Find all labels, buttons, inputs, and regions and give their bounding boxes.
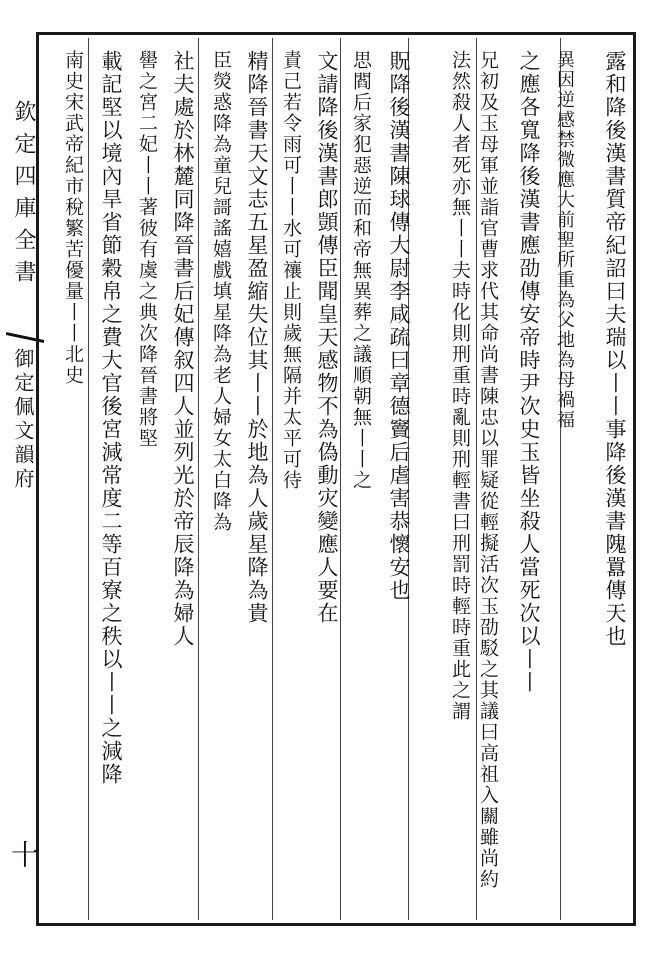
series-title: 欽定四庫全書 [11, 100, 36, 292]
column-text: 之應各寬降後漢書應劭傳安帝時尹次史玉皆坐殺人當死次以丨丨 [517, 50, 541, 694]
text-column [546, 50, 576, 910]
text-column [580, 50, 630, 910]
text-column [128, 50, 160, 910]
column-text: 嚳之宮二妃丨丨著彼有虞之典次降晉書將堅 [136, 50, 158, 449]
text-column [54, 50, 86, 910]
column-text: 精降晉書天文志五星盈縮失位其丨丨於地為人歲星降為貴 [245, 50, 269, 625]
column-text: 載記堅以境內旱省節穀帛之費大官後宮減常度二等百寮之秩以丨丨之減降 [99, 50, 123, 786]
text-column [202, 50, 234, 910]
column-text: 異因逆感禁微應大前聖所重為父地為母禍福 [554, 50, 575, 430]
text-column [274, 50, 304, 910]
column-text: 南史宋武帝紀市稅繁苦優量丨丨北史 [62, 50, 84, 386]
text-column [162, 50, 198, 910]
page-margin [6, 40, 40, 920]
column-text: 文請降後漢書郎顗傳臣聞皇天感物不為偽動灾變應人要在 [315, 50, 339, 625]
page-number: 十 [7, 840, 40, 868]
column-text: 思閻后家犯惡逆而和帝無異葬之議順朝無丨丨之 [350, 50, 372, 491]
text-column [306, 50, 342, 910]
text-column [416, 50, 502, 910]
column-text: 露和降後漢書質帝紀詔曰夫瑞以丨丨事降後漢書隗囂傳天也 [603, 50, 627, 648]
column-rule [198, 38, 199, 920]
column-text: 社夫處於林麓同降晉書后妃傳叙四人並列光於帝辰降為婦人 [171, 50, 195, 648]
column-rule [272, 38, 273, 920]
text-column [236, 50, 272, 910]
column-text: 兄初及玉母軍並詣官曹求代其命尚書陳忠以罪疑從輕擬活次玉劭駁之其議曰高祖入關雖尚約法然殺人者死亦無丨丨夫時化則刑重時亂則刑輕書曰刑罰時輕時重此之謂 [449, 50, 499, 890]
text-column [90, 50, 126, 910]
column-text: 貺降後漢書陳球傳大尉李咸疏曰章德竇后虐害恭懷安也 [387, 50, 411, 602]
column-text: 責己若令雨可丨丨水可禳止則歲無隔并太平可待 [280, 50, 302, 491]
column-text: 臣熒惑降為童兒謌謠嬉戲填星降為老人婦女太白降為 [210, 50, 232, 533]
text-column [344, 50, 374, 910]
text-column [376, 50, 414, 910]
book-title: 御定佩文韻府 [11, 348, 35, 492]
column-rule [88, 38, 89, 920]
text-column [504, 50, 544, 910]
